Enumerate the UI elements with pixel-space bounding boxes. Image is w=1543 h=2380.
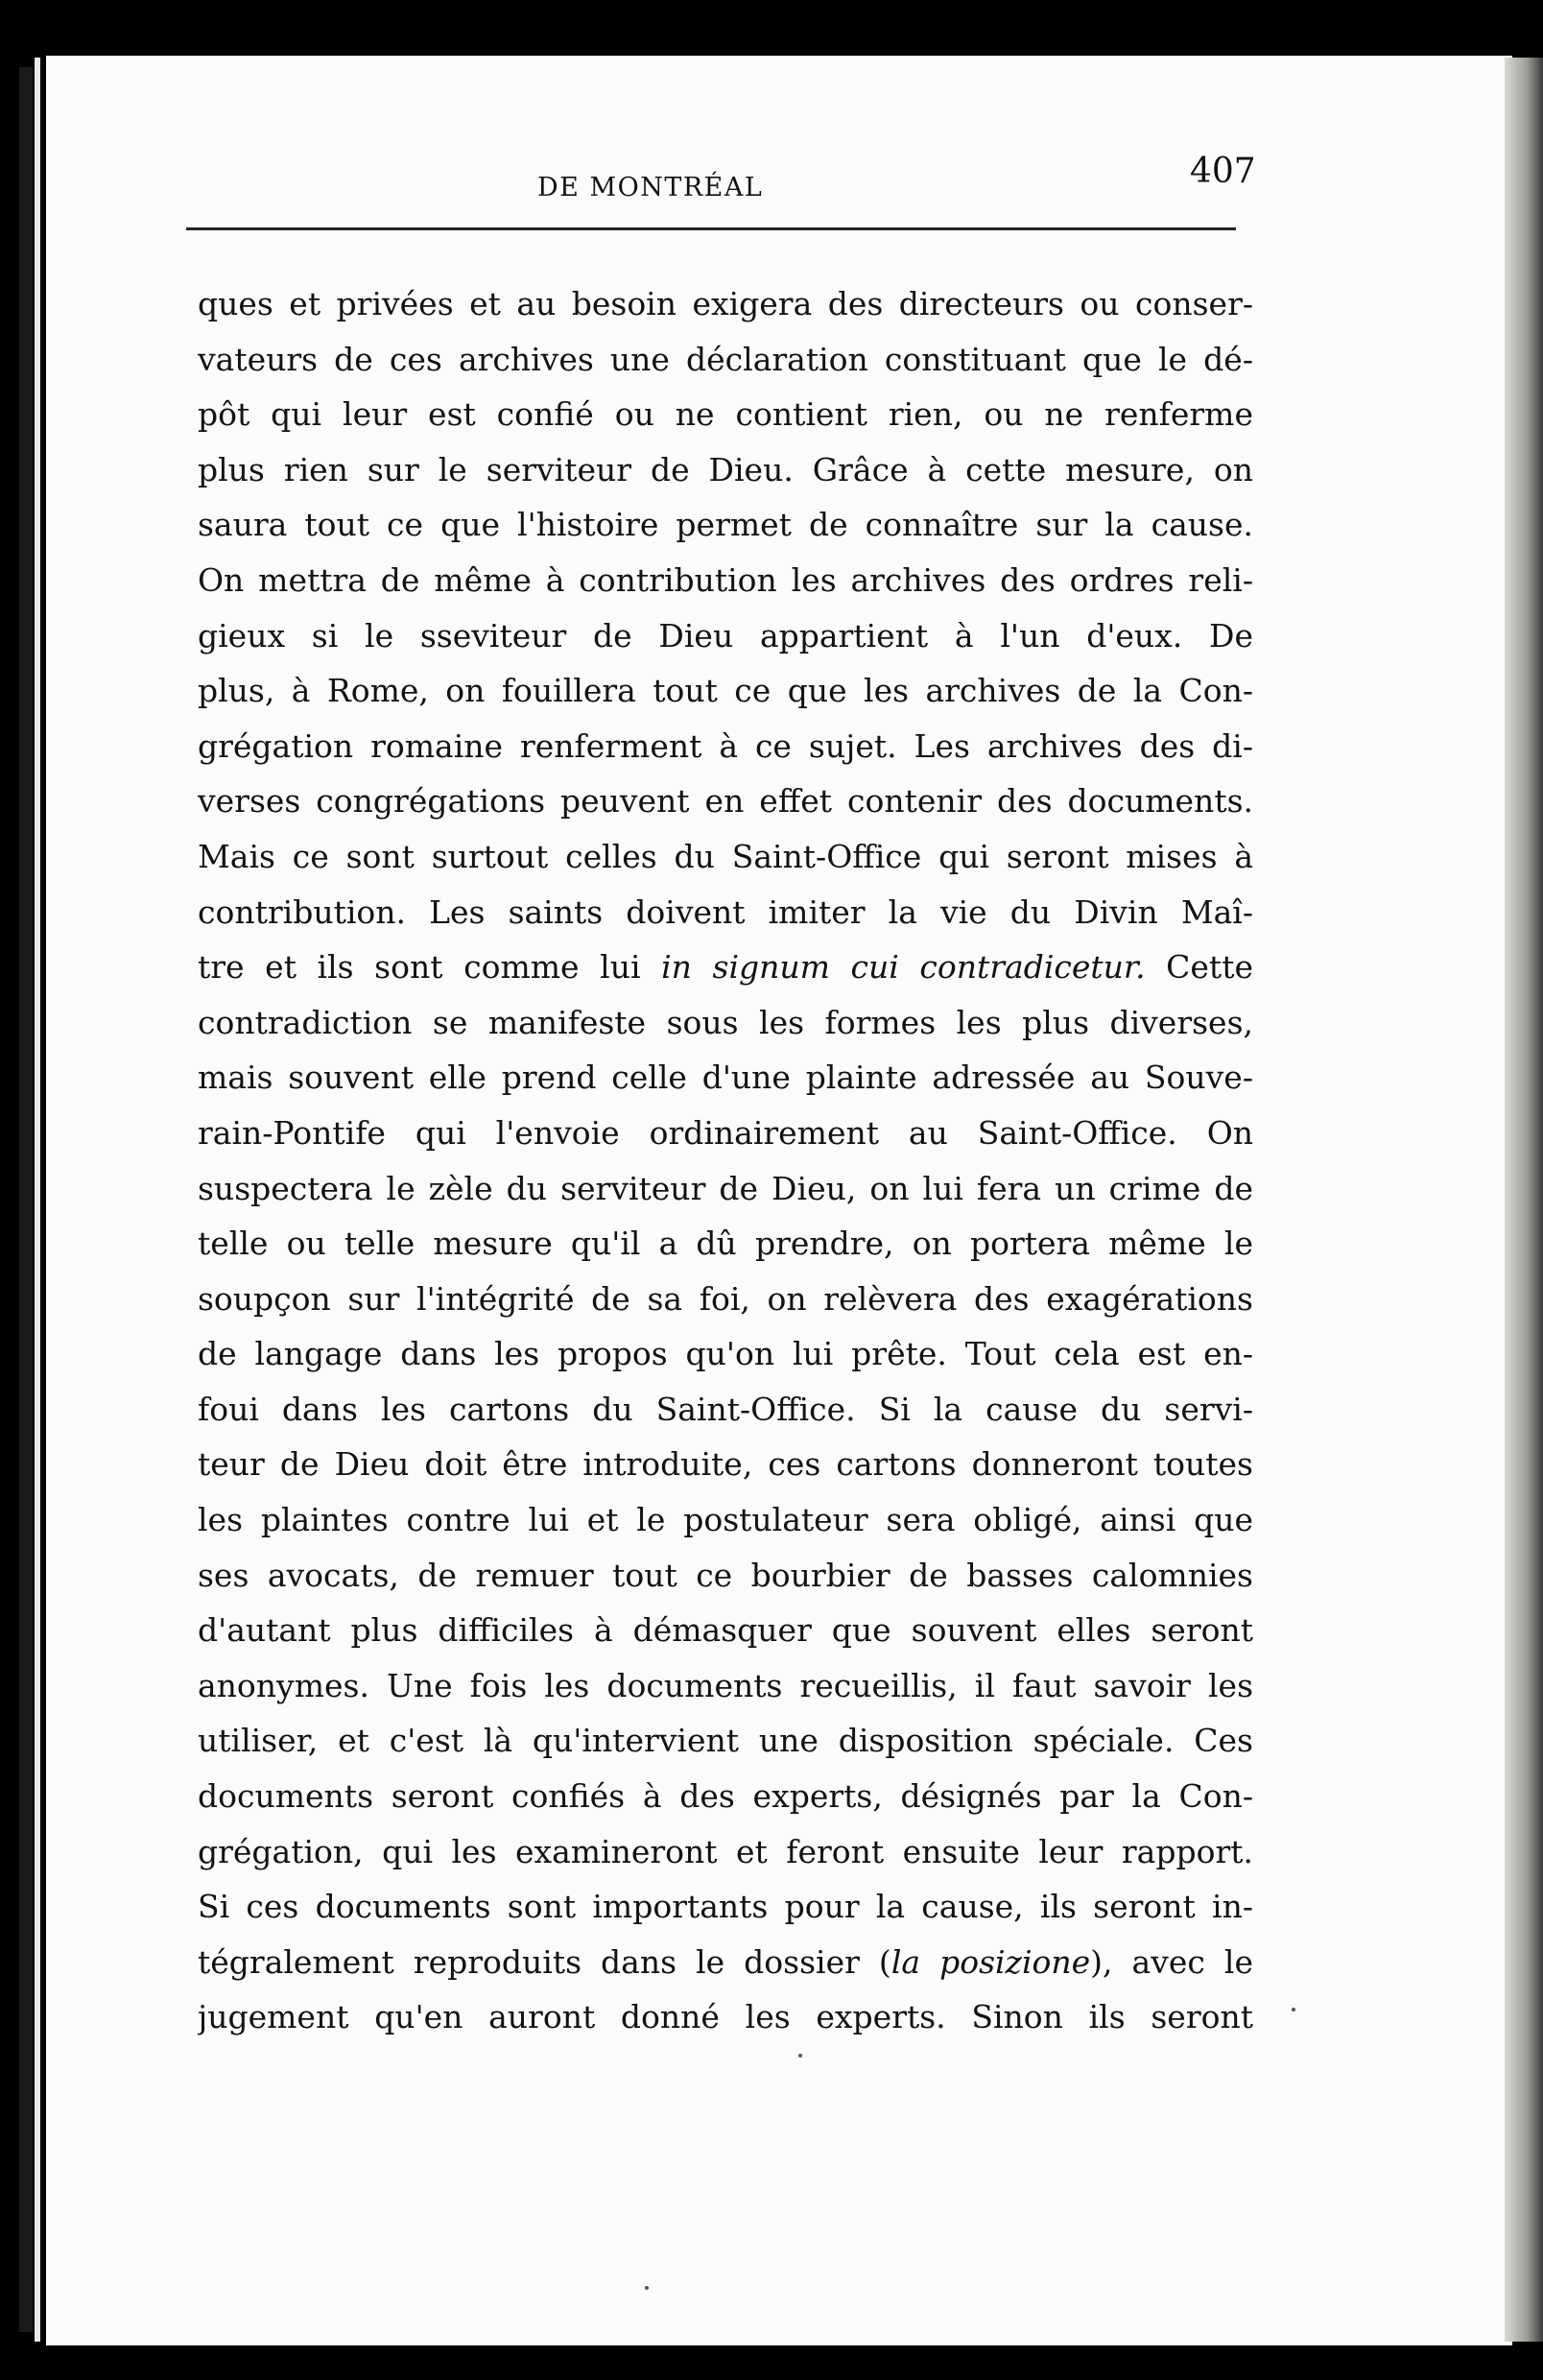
binding-edge [35, 58, 40, 2342]
text-line: telle ou telle mesure qu'il a dû prendre, on portera même le [198, 1225, 1253, 1263]
text-line [198, 1935, 1253, 1990]
text-line: Si ces documents sont importants pour la cause, ils seront in- [198, 1888, 1253, 1926]
text-line: plus rien sur le serviteur de Dieu. Grâce à cette mesure, on [198, 450, 1253, 488]
text-line: de langage dans les propos qu'on lui prête. Tout cela est en- [198, 1335, 1253, 1373]
text-line: grégation romaine renferment à ce sujet. Les archives des di- [198, 726, 1253, 765]
text-line [198, 940, 1253, 995]
text-line: jugement qu'en auront donné les experts. Sinon ils seront [198, 1998, 1253, 2036]
text-line: d'autant plus difficiles à démasquer que souvent elles seront [198, 1611, 1253, 1650]
text-line: contribution. Les saints doivent imiter la vie du Divin Maî- [198, 892, 1253, 931]
text-line: foui dans les cartons du Saint-Office. Si la cause du servi- [198, 1390, 1253, 1428]
text-line: ses avocats, de remuer tout ce bourbier de basses calomnies [198, 1556, 1253, 1594]
text-line: utiliser, et c'est là qu'intervient une disposition spéciale. Ces [198, 1722, 1253, 1760]
page-right-edge [1505, 58, 1543, 2342]
italic-phrase: la posizione [890, 1942, 1091, 1981]
body-text [198, 276, 1253, 2045]
text-line: On mettra de même à contribution les archives des ordres reli- [198, 560, 1253, 599]
text-line: ques et privées et au besoin exigera des directeurs ou conser- [198, 285, 1253, 322]
text-line: verses congrégations peuvent en effet contenir des documents. [198, 782, 1253, 821]
text-line: les plaintes contre lui et le postulateur sera obligé, ainsi que [198, 1501, 1253, 1539]
text-line: grégation, qui les examineront et feront ensuite leur rapport. [198, 1832, 1253, 1870]
scan-speck [645, 2286, 649, 2290]
text-segment: Cette [1145, 948, 1253, 987]
text-line: pôt qui leur est confié ou ne contient rien, ou ne renferme [198, 395, 1253, 434]
text-line: gieux si le sseviteur de Dieu appartient à l'un d'eux. De [198, 616, 1253, 654]
text-line: contradiction se manifeste sous les formes les plus diverses, [198, 1003, 1253, 1041]
text-segment: tre et ils sont comme lui [198, 948, 662, 987]
text-line: anonymes. Une fois les documents recueillis, il faut savoir les [198, 1666, 1253, 1704]
text-line: saura tout ce que l'histoire permet de connaître sur la cause. [198, 506, 1253, 544]
text-line: soupçon sur l'intégrité de sa foi, on relèvera des exagérations [198, 1279, 1253, 1318]
binding-shadow [19, 67, 33, 2332]
text-segment: ), avec le [1090, 1942, 1253, 1981]
text-line: plus, à Rome, on fouillera tout ce que les archives de la Con- [198, 672, 1253, 710]
text-segment: tégralement reproduits dans le dossier ( [198, 1942, 891, 1981]
text-line: rain-Pontife qui l'envoie ordinairement au Saint-Office. On [198, 1113, 1253, 1152]
page-number: 407 [1190, 152, 1256, 191]
scan-speck [798, 2054, 802, 2058]
running-head: DE MONTRÉAL [537, 173, 764, 202]
italic-phrase: in signum cui contradicetur. [661, 948, 1146, 987]
text-line: Mais ce sont surtout celles du Saint-Office qui seront mises à [198, 837, 1253, 875]
header-rule [186, 227, 1236, 230]
text-line: teur de Dieu doit être introduite, ces cartons donneront toutes [198, 1445, 1253, 1484]
text-line: vateurs de ces archives une déclaration constituant que le dé- [198, 340, 1253, 378]
text-line: documents seront confiés à des experts, désignés par la Con- [198, 1777, 1253, 1816]
text-line: mais souvent elle prend celle d'une plainte adressée au Souve- [198, 1059, 1253, 1097]
text-line: suspectera le zèle du serviteur de Dieu, on lui fera un crime de [198, 1169, 1253, 1207]
scan-speck [1292, 2008, 1295, 2011]
